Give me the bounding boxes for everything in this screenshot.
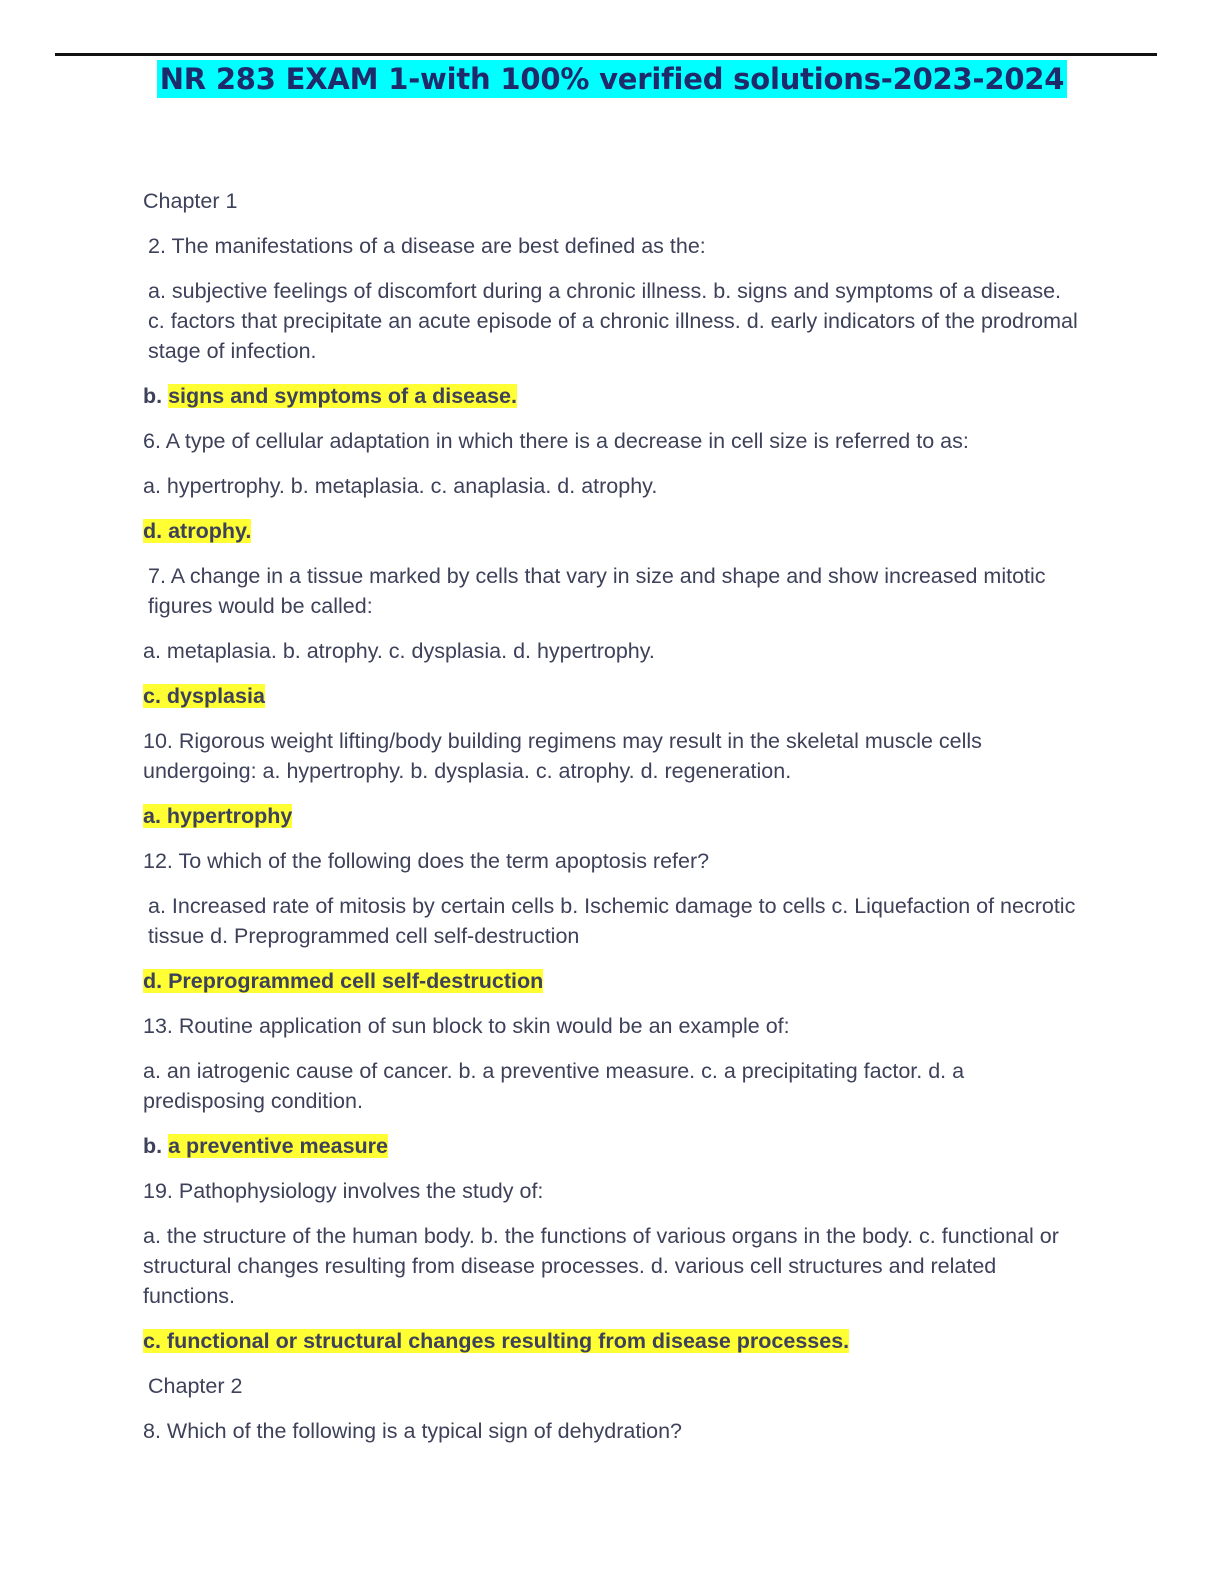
question-13-answer (143, 1131, 1078, 1161)
question-7-answer (143, 681, 1078, 711)
answer-text: a. hypertrophy (143, 804, 293, 828)
question-6-options: a. hypertrophy. b. metaplasia. c. anaplasia. d. atrophy. (143, 474, 658, 498)
answer-text: d. atrophy. (143, 519, 252, 543)
question-7-options: a. metaplasia. b. atrophy. c. dysplasia. d. hypertrophy. (143, 639, 655, 663)
chapter-heading-2: Chapter 2 (148, 1374, 243, 1398)
answer-text: a preventive measure (168, 1134, 388, 1158)
question-10-answer (143, 801, 1078, 831)
question-19: 19. Pathophysiology involves the study of: (143, 1179, 544, 1203)
document-body (143, 186, 1078, 1461)
answer-text: c. functional or structural changes resulting from disease processes. (143, 1329, 850, 1353)
question-12-options: a. Increased rate of mitosis by certain cells b. Ischemic damage to cells c. Liquefaction of necrotic tissue d. Preprogrammed cell self-destruction (148, 894, 1076, 948)
question-7: 7. A change in a tissue marked by cells that vary in size and shape and show increased mitotic figures would be called: (148, 564, 1046, 618)
question-2-options: a. subjective feelings of discomfort during a chronic illness. b. signs and symptoms of a disease. c. factors that precipitate an acute episode of a chronic illness. d. early indicators of the prodromal stage of infection. (148, 279, 1078, 363)
answer-text: d. Preprogrammed cell self-destruction (143, 969, 544, 993)
chapter-heading-1: Chapter 1 (143, 189, 238, 213)
document-title: NR 283 EXAM 1-with 100% verified solutions-2023-2024 (157, 60, 1068, 98)
question-2-answer (143, 381, 1078, 411)
question-2: 2. The manifestations of a disease are best defined as the: (148, 234, 706, 258)
answer-prefix: b. (143, 1134, 163, 1158)
answer-text: c. dysplasia (143, 684, 265, 708)
question-8: 8. Which of the following is a typical sign of dehydration? (143, 1419, 682, 1443)
question-10: 10. Rigorous weight lifting/body building regimens may result in the skeletal muscle cells undergoing: a. hypertrophy. b. dysplasia. c. atrophy. d. regeneration. (143, 729, 982, 783)
question-13-options: a. an iatrogenic cause of cancer. b. a preventive measure. c. a precipitating factor. d. a predisposing condition. (143, 1059, 965, 1113)
question-13: 13. Routine application of sun block to skin would be an example of: (143, 1014, 790, 1038)
title-container (0, 60, 1224, 98)
question-19-answer (143, 1326, 1078, 1356)
answer-text: signs and symptoms of a disease. (168, 384, 517, 408)
question-12: 12. To which of the following does the term apoptosis refer? (143, 849, 710, 873)
header-rule (55, 53, 1157, 56)
question-6-answer (143, 516, 1078, 546)
question-19-options: a. the structure of the human body. b. the functions of various organs in the body. c. functional or structural changes resulting from disease processes. d. various cell structures and related functions. (143, 1224, 1059, 1308)
question-6: 6. A type of cellular adaptation in which there is a decrease in cell size is referred to as: (143, 429, 969, 453)
answer-prefix: b. (143, 384, 163, 408)
question-12-answer (143, 966, 1078, 996)
